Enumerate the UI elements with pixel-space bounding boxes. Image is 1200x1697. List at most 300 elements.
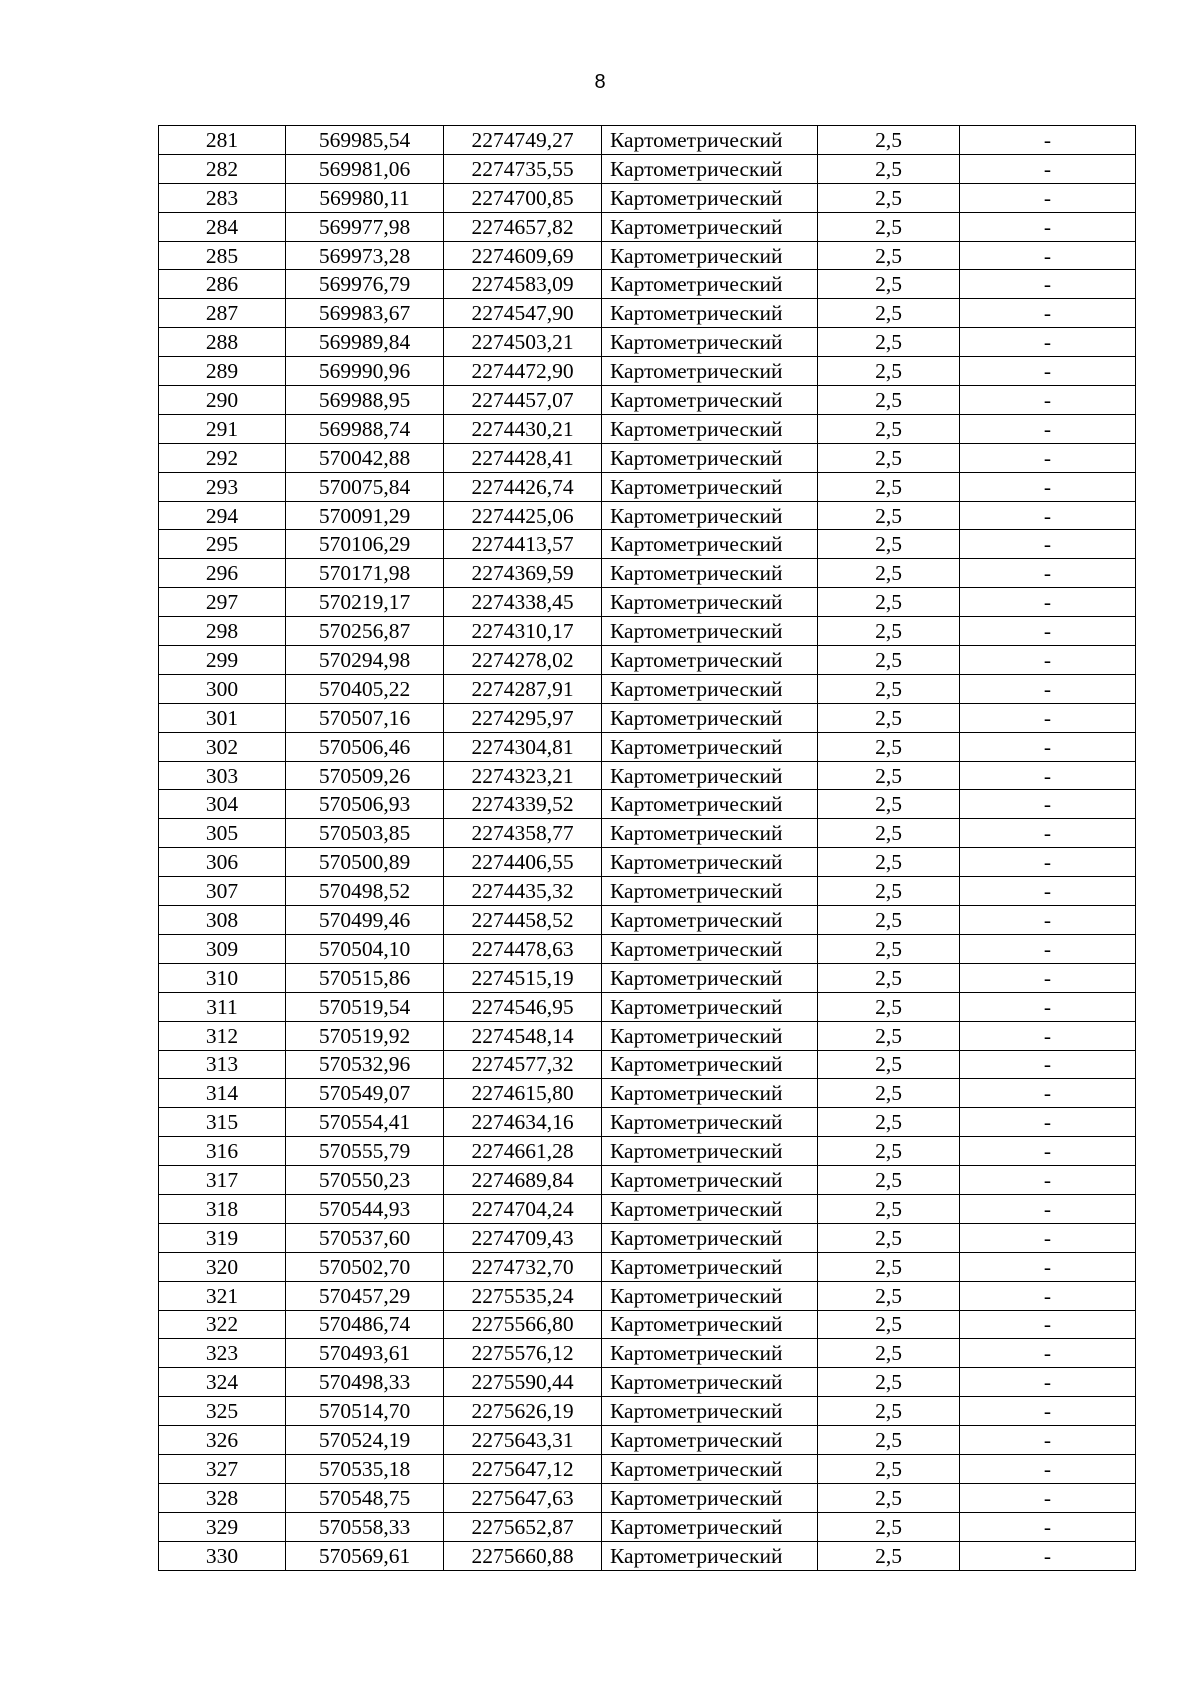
y-coordinate-cell: 2274457,07 [444, 386, 602, 415]
method-cell: Картометрический [602, 1310, 818, 1339]
table-row [159, 992, 1136, 1021]
method-cell: Картометрический [602, 588, 818, 617]
point-number-cell: 293 [159, 472, 286, 501]
table-row [159, 559, 1136, 588]
note-cell: - [960, 443, 1136, 472]
table-row [159, 761, 1136, 790]
accuracy-cell: 2,5 [818, 183, 960, 212]
y-coordinate-cell: 2274278,02 [444, 646, 602, 675]
note-cell: - [960, 819, 1136, 848]
table-row [159, 472, 1136, 501]
accuracy-cell: 2,5 [818, 906, 960, 935]
y-coordinate-cell: 2274323,21 [444, 761, 602, 790]
accuracy-cell: 2,5 [818, 1368, 960, 1397]
x-coordinate-cell: 570532,96 [286, 1050, 444, 1079]
x-coordinate-cell: 570506,46 [286, 732, 444, 761]
x-coordinate-cell: 570405,22 [286, 674, 444, 703]
method-cell: Картометрический [602, 848, 818, 877]
accuracy-cell: 2,5 [818, 732, 960, 761]
y-coordinate-cell: 2274615,80 [444, 1079, 602, 1108]
x-coordinate-cell: 569990,96 [286, 357, 444, 386]
accuracy-cell: 2,5 [818, 1310, 960, 1339]
point-number-cell: 295 [159, 530, 286, 559]
coordinates-table [158, 125, 1136, 1571]
point-number-cell: 314 [159, 1079, 286, 1108]
point-number-cell: 319 [159, 1223, 286, 1252]
point-number-cell: 298 [159, 617, 286, 646]
y-coordinate-cell: 2274704,24 [444, 1194, 602, 1223]
y-coordinate-cell: 2275652,87 [444, 1512, 602, 1541]
y-coordinate-cell: 2274661,28 [444, 1137, 602, 1166]
x-coordinate-cell: 569989,84 [286, 328, 444, 357]
x-coordinate-cell: 570524,19 [286, 1426, 444, 1455]
accuracy-cell: 2,5 [818, 299, 960, 328]
x-coordinate-cell: 570500,89 [286, 848, 444, 877]
note-cell: - [960, 270, 1136, 299]
note-cell: - [960, 559, 1136, 588]
point-number-cell: 290 [159, 386, 286, 415]
point-number-cell: 330 [159, 1541, 286, 1570]
note-cell: - [960, 1223, 1136, 1252]
note-cell: - [960, 299, 1136, 328]
y-coordinate-cell: 2274732,70 [444, 1252, 602, 1281]
note-cell: - [960, 357, 1136, 386]
note-cell: - [960, 1368, 1136, 1397]
table-row [159, 819, 1136, 848]
method-cell: Картометрический [602, 443, 818, 472]
table-row [159, 1397, 1136, 1426]
point-number-cell: 299 [159, 646, 286, 675]
x-coordinate-cell: 570457,29 [286, 1281, 444, 1310]
y-coordinate-cell: 2274426,74 [444, 472, 602, 501]
coordinates-table-body [159, 126, 1136, 1571]
accuracy-cell: 2,5 [818, 1483, 960, 1512]
note-cell: - [960, 1050, 1136, 1079]
x-coordinate-cell: 569973,28 [286, 241, 444, 270]
accuracy-cell: 2,5 [818, 472, 960, 501]
note-cell: - [960, 1252, 1136, 1281]
method-cell: Картометрический [602, 1281, 818, 1310]
note-cell: - [960, 1079, 1136, 1108]
y-coordinate-cell: 2274700,85 [444, 183, 602, 212]
x-coordinate-cell: 569988,95 [286, 386, 444, 415]
x-coordinate-cell: 570504,10 [286, 934, 444, 963]
table-row [159, 1310, 1136, 1339]
point-number-cell: 286 [159, 270, 286, 299]
note-cell: - [960, 992, 1136, 1021]
table-row [159, 414, 1136, 443]
accuracy-cell: 2,5 [818, 848, 960, 877]
accuracy-cell: 2,5 [818, 588, 960, 617]
table-row [159, 1339, 1136, 1368]
table-row [159, 328, 1136, 357]
method-cell: Картометрический [602, 1397, 818, 1426]
accuracy-cell: 2,5 [818, 703, 960, 732]
note-cell: - [960, 732, 1136, 761]
accuracy-cell: 2,5 [818, 1512, 960, 1541]
table-row [159, 1223, 1136, 1252]
method-cell: Картометрический [602, 1426, 818, 1455]
y-coordinate-cell: 2274287,91 [444, 674, 602, 703]
y-coordinate-cell: 2274338,45 [444, 588, 602, 617]
method-cell: Картометрический [602, 1137, 818, 1166]
note-cell: - [960, 963, 1136, 992]
method-cell: Картометрический [602, 1021, 818, 1050]
method-cell: Картометрический [602, 1050, 818, 1079]
accuracy-cell: 2,5 [818, 646, 960, 675]
accuracy-cell: 2,5 [818, 559, 960, 588]
accuracy-cell: 2,5 [818, 1137, 960, 1166]
x-coordinate-cell: 570503,85 [286, 819, 444, 848]
method-cell: Картометрический [602, 472, 818, 501]
x-coordinate-cell: 570509,26 [286, 761, 444, 790]
table-row [159, 732, 1136, 761]
table-row [159, 270, 1136, 299]
point-number-cell: 288 [159, 328, 286, 357]
note-cell: - [960, 530, 1136, 559]
accuracy-cell: 2,5 [818, 241, 960, 270]
note-cell: - [960, 761, 1136, 790]
accuracy-cell: 2,5 [818, 1541, 960, 1570]
table-row [159, 386, 1136, 415]
y-coordinate-cell: 2274339,52 [444, 790, 602, 819]
accuracy-cell: 2,5 [818, 1252, 960, 1281]
method-cell: Картометрический [602, 992, 818, 1021]
y-coordinate-cell: 2274503,21 [444, 328, 602, 357]
x-coordinate-cell: 570171,98 [286, 559, 444, 588]
y-coordinate-cell: 2274435,32 [444, 877, 602, 906]
accuracy-cell: 2,5 [818, 1281, 960, 1310]
x-coordinate-cell: 570548,75 [286, 1483, 444, 1512]
method-cell: Картометрический [602, 126, 818, 155]
table-row [159, 212, 1136, 241]
method-cell: Картометрический [602, 819, 818, 848]
x-coordinate-cell: 570558,33 [286, 1512, 444, 1541]
note-cell: - [960, 328, 1136, 357]
x-coordinate-cell: 570550,23 [286, 1166, 444, 1195]
table-row [159, 241, 1136, 270]
y-coordinate-cell: 2274689,84 [444, 1166, 602, 1195]
method-cell: Картометрический [602, 703, 818, 732]
accuracy-cell: 2,5 [818, 1050, 960, 1079]
accuracy-cell: 2,5 [818, 992, 960, 1021]
x-coordinate-cell: 569988,74 [286, 414, 444, 443]
y-coordinate-cell: 2274546,95 [444, 992, 602, 1021]
accuracy-cell: 2,5 [818, 501, 960, 530]
note-cell: - [960, 617, 1136, 646]
accuracy-cell: 2,5 [818, 1021, 960, 1050]
note-cell: - [960, 1541, 1136, 1570]
table-row [159, 703, 1136, 732]
x-coordinate-cell: 570502,70 [286, 1252, 444, 1281]
note-cell: - [960, 241, 1136, 270]
point-number-cell: 317 [159, 1166, 286, 1195]
x-coordinate-cell: 570499,46 [286, 906, 444, 935]
table-row [159, 1252, 1136, 1281]
point-number-cell: 282 [159, 154, 286, 183]
accuracy-cell: 2,5 [818, 963, 960, 992]
x-coordinate-cell: 570519,92 [286, 1021, 444, 1050]
y-coordinate-cell: 2275590,44 [444, 1368, 602, 1397]
y-coordinate-cell: 2274709,43 [444, 1223, 602, 1252]
table-row [159, 848, 1136, 877]
x-coordinate-cell: 570498,33 [286, 1368, 444, 1397]
point-number-cell: 305 [159, 819, 286, 848]
y-coordinate-cell: 2275660,88 [444, 1541, 602, 1570]
table-row [159, 877, 1136, 906]
table-row [159, 1483, 1136, 1512]
accuracy-cell: 2,5 [818, 126, 960, 155]
accuracy-cell: 2,5 [818, 1079, 960, 1108]
point-number-cell: 316 [159, 1137, 286, 1166]
y-coordinate-cell: 2274735,55 [444, 154, 602, 183]
note-cell: - [960, 934, 1136, 963]
x-coordinate-cell: 570569,61 [286, 1541, 444, 1570]
method-cell: Картометрический [602, 790, 818, 819]
accuracy-cell: 2,5 [818, 674, 960, 703]
point-number-cell: 328 [159, 1483, 286, 1512]
method-cell: Картометрический [602, 386, 818, 415]
method-cell: Картометрический [602, 328, 818, 357]
note-cell: - [960, 1021, 1136, 1050]
note-cell: - [960, 703, 1136, 732]
accuracy-cell: 2,5 [818, 154, 960, 183]
x-coordinate-cell: 570544,93 [286, 1194, 444, 1223]
method-cell: Картометрический [602, 732, 818, 761]
y-coordinate-cell: 2275647,63 [444, 1483, 602, 1512]
y-coordinate-cell: 2274547,90 [444, 299, 602, 328]
method-cell: Картометрический [602, 1368, 818, 1397]
x-coordinate-cell: 570514,70 [286, 1397, 444, 1426]
point-number-cell: 291 [159, 414, 286, 443]
accuracy-cell: 2,5 [818, 212, 960, 241]
table-row [159, 1454, 1136, 1483]
table-row [159, 1512, 1136, 1541]
accuracy-cell: 2,5 [818, 414, 960, 443]
method-cell: Картометрический [602, 1223, 818, 1252]
y-coordinate-cell: 2275626,19 [444, 1397, 602, 1426]
x-coordinate-cell: 570091,29 [286, 501, 444, 530]
note-cell: - [960, 472, 1136, 501]
point-number-cell: 306 [159, 848, 286, 877]
y-coordinate-cell: 2274295,97 [444, 703, 602, 732]
method-cell: Картометрический [602, 559, 818, 588]
x-coordinate-cell: 569980,11 [286, 183, 444, 212]
accuracy-cell: 2,5 [818, 934, 960, 963]
note-cell: - [960, 1281, 1136, 1310]
accuracy-cell: 2,5 [818, 357, 960, 386]
x-coordinate-cell: 570535,18 [286, 1454, 444, 1483]
method-cell: Картометрический [602, 761, 818, 790]
accuracy-cell: 2,5 [818, 1108, 960, 1137]
note-cell: - [960, 414, 1136, 443]
accuracy-cell: 2,5 [818, 819, 960, 848]
y-coordinate-cell: 2274369,59 [444, 559, 602, 588]
point-number-cell: 281 [159, 126, 286, 155]
point-number-cell: 289 [159, 357, 286, 386]
table-row [159, 963, 1136, 992]
y-coordinate-cell: 2275643,31 [444, 1426, 602, 1455]
note-cell: - [960, 1310, 1136, 1339]
point-number-cell: 311 [159, 992, 286, 1021]
y-coordinate-cell: 2274749,27 [444, 126, 602, 155]
x-coordinate-cell: 570493,61 [286, 1339, 444, 1368]
method-cell: Картометрический [602, 183, 818, 212]
accuracy-cell: 2,5 [818, 761, 960, 790]
accuracy-cell: 2,5 [818, 1426, 960, 1455]
y-coordinate-cell: 2274406,55 [444, 848, 602, 877]
point-number-cell: 301 [159, 703, 286, 732]
point-number-cell: 321 [159, 1281, 286, 1310]
point-number-cell: 287 [159, 299, 286, 328]
note-cell: - [960, 126, 1136, 155]
point-number-cell: 315 [159, 1108, 286, 1137]
note-cell: - [960, 790, 1136, 819]
table-row [159, 1194, 1136, 1223]
accuracy-cell: 2,5 [818, 530, 960, 559]
y-coordinate-cell: 2274657,82 [444, 212, 602, 241]
method-cell: Картометрический [602, 617, 818, 646]
point-number-cell: 324 [159, 1368, 286, 1397]
point-number-cell: 304 [159, 790, 286, 819]
point-number-cell: 312 [159, 1021, 286, 1050]
table-row [159, 1368, 1136, 1397]
method-cell: Картометрический [602, 530, 818, 559]
note-cell: - [960, 1512, 1136, 1541]
table-row [159, 299, 1136, 328]
y-coordinate-cell: 2274430,21 [444, 414, 602, 443]
table-row [159, 588, 1136, 617]
method-cell: Картометрический [602, 963, 818, 992]
x-coordinate-cell: 570219,17 [286, 588, 444, 617]
y-coordinate-cell: 2274425,06 [444, 501, 602, 530]
x-coordinate-cell: 570519,54 [286, 992, 444, 1021]
x-coordinate-cell: 570506,93 [286, 790, 444, 819]
point-number-cell: 300 [159, 674, 286, 703]
method-cell: Картометрический [602, 934, 818, 963]
accuracy-cell: 2,5 [818, 1397, 960, 1426]
table-row [159, 617, 1136, 646]
method-cell: Картометрический [602, 646, 818, 675]
note-cell: - [960, 501, 1136, 530]
accuracy-cell: 2,5 [818, 443, 960, 472]
note-cell: - [960, 1194, 1136, 1223]
point-number-cell: 329 [159, 1512, 286, 1541]
method-cell: Картометрический [602, 154, 818, 183]
note-cell: - [960, 1426, 1136, 1455]
table-row [159, 357, 1136, 386]
x-coordinate-cell: 569985,54 [286, 126, 444, 155]
method-cell: Картометрический [602, 1166, 818, 1195]
table-row [159, 1108, 1136, 1137]
accuracy-cell: 2,5 [818, 386, 960, 415]
method-cell: Картометрический [602, 674, 818, 703]
point-number-cell: 302 [159, 732, 286, 761]
method-cell: Картометрический [602, 501, 818, 530]
method-cell: Картометрический [602, 1079, 818, 1108]
table-row [159, 1021, 1136, 1050]
note-cell: - [960, 1397, 1136, 1426]
y-coordinate-cell: 2275576,12 [444, 1339, 602, 1368]
table-row [159, 1137, 1136, 1166]
x-coordinate-cell: 570075,84 [286, 472, 444, 501]
method-cell: Картометрический [602, 270, 818, 299]
y-coordinate-cell: 2274304,81 [444, 732, 602, 761]
note-cell: - [960, 1108, 1136, 1137]
accuracy-cell: 2,5 [818, 1194, 960, 1223]
point-number-cell: 318 [159, 1194, 286, 1223]
accuracy-cell: 2,5 [818, 1223, 960, 1252]
point-number-cell: 292 [159, 443, 286, 472]
page-number: 8 [594, 71, 606, 93]
point-number-cell: 310 [159, 963, 286, 992]
note-cell: - [960, 1339, 1136, 1368]
point-number-cell: 327 [159, 1454, 286, 1483]
method-cell: Картометрический [602, 906, 818, 935]
table-row [159, 443, 1136, 472]
note-cell: - [960, 154, 1136, 183]
x-coordinate-cell: 570106,29 [286, 530, 444, 559]
y-coordinate-cell: 2274358,77 [444, 819, 602, 848]
y-coordinate-cell: 2275647,12 [444, 1454, 602, 1483]
table-row [159, 1541, 1136, 1570]
table-row [159, 530, 1136, 559]
note-cell: - [960, 906, 1136, 935]
point-number-cell: 325 [159, 1397, 286, 1426]
x-coordinate-cell: 570555,79 [286, 1137, 444, 1166]
method-cell: Картометрический [602, 241, 818, 270]
method-cell: Картометрический [602, 877, 818, 906]
note-cell: - [960, 848, 1136, 877]
table-row [159, 646, 1136, 675]
table-row [159, 674, 1136, 703]
point-number-cell: 313 [159, 1050, 286, 1079]
point-number-cell: 322 [159, 1310, 286, 1339]
x-coordinate-cell: 570042,88 [286, 443, 444, 472]
table-row [159, 906, 1136, 935]
x-coordinate-cell: 569977,98 [286, 212, 444, 241]
y-coordinate-cell: 2274583,09 [444, 270, 602, 299]
table-row [159, 126, 1136, 155]
table-row [159, 790, 1136, 819]
method-cell: Картометрический [602, 1252, 818, 1281]
method-cell: Картометрический [602, 1454, 818, 1483]
accuracy-cell: 2,5 [818, 617, 960, 646]
point-number-cell: 309 [159, 934, 286, 963]
y-coordinate-cell: 2275535,24 [444, 1281, 602, 1310]
y-coordinate-cell: 2274577,32 [444, 1050, 602, 1079]
y-coordinate-cell: 2274472,90 [444, 357, 602, 386]
table-row [159, 1050, 1136, 1079]
table-row [159, 1281, 1136, 1310]
note-cell: - [960, 183, 1136, 212]
x-coordinate-cell: 569981,06 [286, 154, 444, 183]
method-cell: Картометрический [602, 1194, 818, 1223]
table-row [159, 1079, 1136, 1108]
table-row [159, 183, 1136, 212]
point-number-cell: 323 [159, 1339, 286, 1368]
note-cell: - [960, 1137, 1136, 1166]
x-coordinate-cell: 570294,98 [286, 646, 444, 675]
method-cell: Картометрический [602, 1512, 818, 1541]
note-cell: - [960, 588, 1136, 617]
point-number-cell: 303 [159, 761, 286, 790]
method-cell: Картометрический [602, 1541, 818, 1570]
note-cell: - [960, 1483, 1136, 1512]
table-row [159, 1166, 1136, 1195]
x-coordinate-cell: 570486,74 [286, 1310, 444, 1339]
y-coordinate-cell: 2274413,57 [444, 530, 602, 559]
